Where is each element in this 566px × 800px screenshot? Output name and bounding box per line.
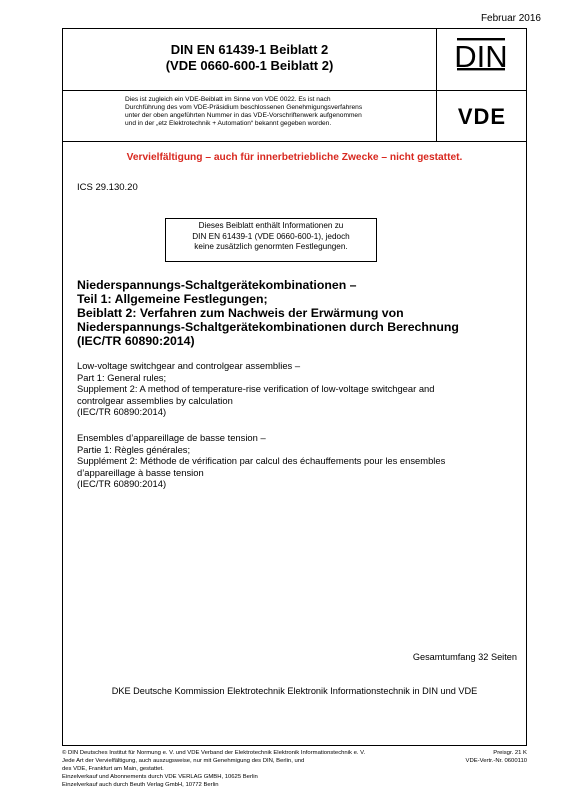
page-count: Gesamtumfang 32 Seiten [412, 652, 517, 662]
title-french-line: Ensembles d’appareillage de basse tension – [77, 432, 266, 443]
footer-line: des VDE, Frankfurt am Main, gestattet. [62, 766, 164, 773]
title-french-line: Supplément 2: Méthode de vérification par calcul des échauffements pour les ensembles [77, 455, 446, 467]
din-logo [437, 28, 527, 91]
note-line: Dieses Beiblatt enthält Informationen zu [198, 221, 344, 230]
price-group: Preisgr. 21 K [493, 750, 527, 756]
order-number: VDE-Vertr.-Nr. 0600110 [465, 758, 527, 765]
ics-code: ICS 29.130.20 [77, 182, 138, 193]
title-german-line: Teil 1: Allgemeine Festlegungen; [77, 292, 268, 306]
document-title-line1: DIN EN 61439-1 Beiblatt 2 [170, 42, 329, 57]
footer-line: Jede Art der Vervielfältigung, auch auszugsweise, nur mit Genehmigung des DIN, Berlin, und [62, 758, 305, 765]
title-french-line: Partie 1: Règles générales; [77, 443, 191, 455]
title-french [77, 432, 517, 490]
title-english [77, 360, 517, 418]
note-line: keine zusätzlich genormten Festlegungen. [194, 242, 348, 251]
din-logo-cell [437, 28, 527, 91]
footer-line: Einzelverkauf und Abonnements durch VDE VERLAG GMBH, 10625 Berlin [62, 774, 258, 781]
note-line: DIN EN 61439-1 (VDE 0660-600-1), jedoch [192, 231, 350, 241]
vde-supplement-notice [125, 96, 429, 128]
footer-line: © DIN Deutsches Institut für Normung e. V. und VDE Verband der Elektrotechnik Elektronik Informationstechnik e. V. [62, 750, 366, 756]
notice-line: Durchführung des vom VDE-Präsidium beschlossenen Genehmigungsverfahrens [125, 104, 363, 112]
title-german-line: Niederspannungs-Schaltgerätekombinationen – [77, 278, 357, 292]
title-english-line: controlgear assemblies by calculation [77, 394, 233, 406]
notice-line: unter der oben angeführten Nummer in das VDE-Vorschriftenwerk aufgenommen [125, 112, 362, 120]
title-german-line: Niederspannungs-Schaltgerätekombinationen durch Berechnung [77, 320, 459, 334]
title-french-line: (IEC/TR 60890:2014) [77, 478, 167, 490]
title-french-line: d’appareillage à basse tension [77, 466, 204, 478]
dke-line: DKE Deutsche Kommission Elektrotechnik Elektronik Informationstechnik in DIN und VDE [111, 686, 478, 696]
document-title-line2: (VDE 0660-600-1 Beiblatt 2) [165, 58, 334, 73]
price-info [466, 749, 527, 765]
title-english-line: (IEC/TR 60890:2014) [77, 406, 167, 418]
title-german [77, 278, 517, 348]
vde-logo [437, 91, 527, 142]
supplement-note-box [165, 218, 377, 262]
copy-warning: Vervielfältigung – auch für innerbetriebliche Zwecke – nicht gestattet. [126, 152, 463, 163]
copyright-footer [62, 749, 452, 789]
title-german-line: Beiblatt 2: Verfahren zum Nachweis der Erwärmung von [77, 306, 404, 320]
title-english-line: Part 1: General rules; [77, 371, 167, 383]
title-german-line: (IEC/TR 60890:2014) [77, 334, 195, 348]
notice-line: und in der „etz Elektrotechnik + Automation“ bekannt gegeben worden. [125, 120, 332, 128]
document-title [62, 42, 437, 74]
notice-line: Dies ist zugleich ein VDE-Beiblatt im Sinne von VDE 0022. Es ist nach [125, 96, 331, 103]
vde-logo-text: VDE [457, 104, 507, 129]
din-logo-text: DIN [454, 39, 508, 74]
title-english-line: Low-voltage switchgear and controlgear assemblies – [77, 360, 301, 371]
title-english-line: Supplement 2: A method of temperature-rise verification of low-voltage switchgear and [77, 383, 435, 395]
vde-logo-cell [437, 91, 527, 142]
footer-line: Einzelverkauf auch durch Beuth Verlag GmbH, 10772 Berlin [62, 782, 219, 789]
publication-date: Februar 2016 [480, 13, 541, 24]
